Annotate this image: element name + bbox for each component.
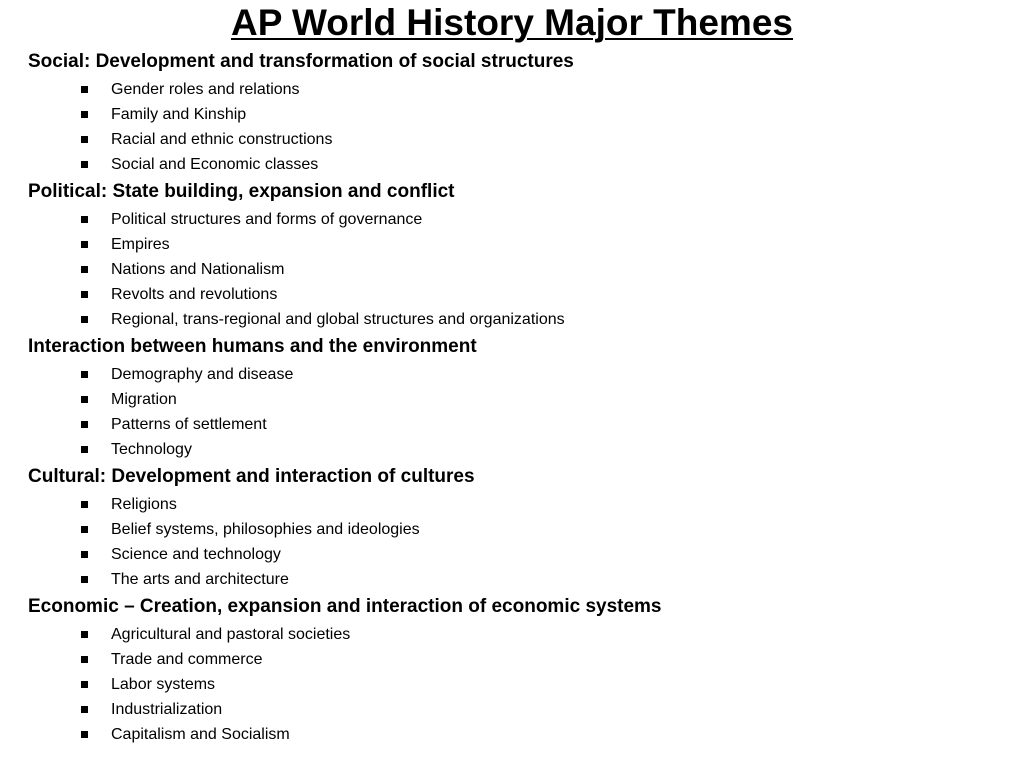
theme-section-political [28, 180, 1008, 332]
list-item [28, 102, 1008, 127]
list-item-text: Regional, trans-regional and global structures and organizations [111, 311, 565, 328]
list-item [28, 647, 1008, 672]
list-item-text: Migration [111, 391, 177, 408]
square-bullet-icon [81, 706, 88, 713]
list-item-text: Technology [111, 441, 192, 458]
list-item-text: Nations and Nationalism [111, 261, 285, 278]
list-item-text: Social and Economic classes [111, 156, 319, 173]
square-bullet-icon [81, 446, 88, 453]
square-bullet-icon [81, 631, 88, 638]
square-bullet-icon [81, 111, 88, 118]
square-bullet-icon [81, 681, 88, 688]
list-item-text: Political structures and forms of governance [111, 211, 423, 228]
list-item-text: Religions [111, 496, 177, 513]
themes-list [28, 50, 1008, 747]
theme-section-cultural [28, 465, 1008, 592]
square-bullet-icon [81, 371, 88, 378]
square-bullet-icon [81, 396, 88, 403]
theme-items [28, 207, 1008, 332]
square-bullet-icon [81, 576, 88, 583]
list-item [28, 152, 1008, 177]
list-item-text: Racial and ethnic constructions [111, 131, 333, 148]
square-bullet-icon [81, 656, 88, 663]
list-item [28, 77, 1008, 102]
list-item-text: Trade and commerce [111, 651, 263, 668]
theme-heading: Interaction between humans and the environment [28, 336, 477, 357]
list-item [28, 362, 1008, 387]
theme-heading: Political: State building, expansion and conflict [28, 181, 455, 202]
square-bullet-icon [81, 161, 88, 168]
theme-section-economic [28, 595, 1008, 747]
theme-items [28, 622, 1008, 747]
theme-heading: Social: Development and transformation of social structures [28, 51, 574, 72]
list-item [28, 232, 1008, 257]
list-item [28, 307, 1008, 332]
square-bullet-icon [81, 421, 88, 428]
list-item [28, 127, 1008, 152]
list-item [28, 622, 1008, 647]
list-item [28, 257, 1008, 282]
square-bullet-icon [81, 501, 88, 508]
square-bullet-icon [81, 241, 88, 248]
list-item [28, 542, 1008, 567]
list-item [28, 207, 1008, 232]
list-item [28, 387, 1008, 412]
list-item-text: Belief systems, philosophies and ideologies [111, 521, 420, 538]
theme-items [28, 492, 1008, 592]
list-item [28, 697, 1008, 722]
square-bullet-icon [81, 316, 88, 323]
list-item-text: Gender roles and relations [111, 81, 300, 98]
square-bullet-icon [81, 731, 88, 738]
list-item-text: Industrialization [111, 701, 223, 718]
list-item [28, 672, 1008, 697]
theme-heading: Cultural: Development and interaction of cultures [28, 466, 475, 487]
list-item-text: Patterns of settlement [111, 416, 267, 433]
list-item [28, 567, 1008, 592]
list-item-text: Labor systems [111, 676, 216, 693]
slide-title: AP World History Major Themes [231, 2, 793, 43]
square-bullet-icon [81, 266, 88, 273]
list-item-text: Family and Kinship [111, 106, 247, 123]
square-bullet-icon [81, 86, 88, 93]
list-item-text: Science and technology [111, 546, 281, 563]
theme-items [28, 362, 1008, 462]
list-item-text: Empires [111, 236, 170, 253]
theme-section-social [28, 50, 1008, 177]
list-item [28, 412, 1008, 437]
list-item-text: Demography and disease [111, 366, 294, 383]
theme-section-environment [28, 335, 1008, 462]
square-bullet-icon [81, 526, 88, 533]
square-bullet-icon [81, 136, 88, 143]
list-item [28, 492, 1008, 517]
list-item-text: Agricultural and pastoral societies [111, 626, 351, 643]
list-item [28, 282, 1008, 307]
square-bullet-icon [81, 291, 88, 298]
list-item-text: The arts and architecture [111, 571, 289, 588]
theme-heading: Economic – Creation, expansion and interaction of economic systems [28, 596, 662, 617]
square-bullet-icon [81, 551, 88, 558]
list-item-text: Revolts and revolutions [111, 286, 278, 303]
theme-items [28, 77, 1008, 177]
list-item [28, 517, 1008, 542]
list-item [28, 722, 1008, 747]
square-bullet-icon [81, 216, 88, 223]
list-item-text: Capitalism and Socialism [111, 726, 290, 743]
list-item [28, 437, 1008, 462]
